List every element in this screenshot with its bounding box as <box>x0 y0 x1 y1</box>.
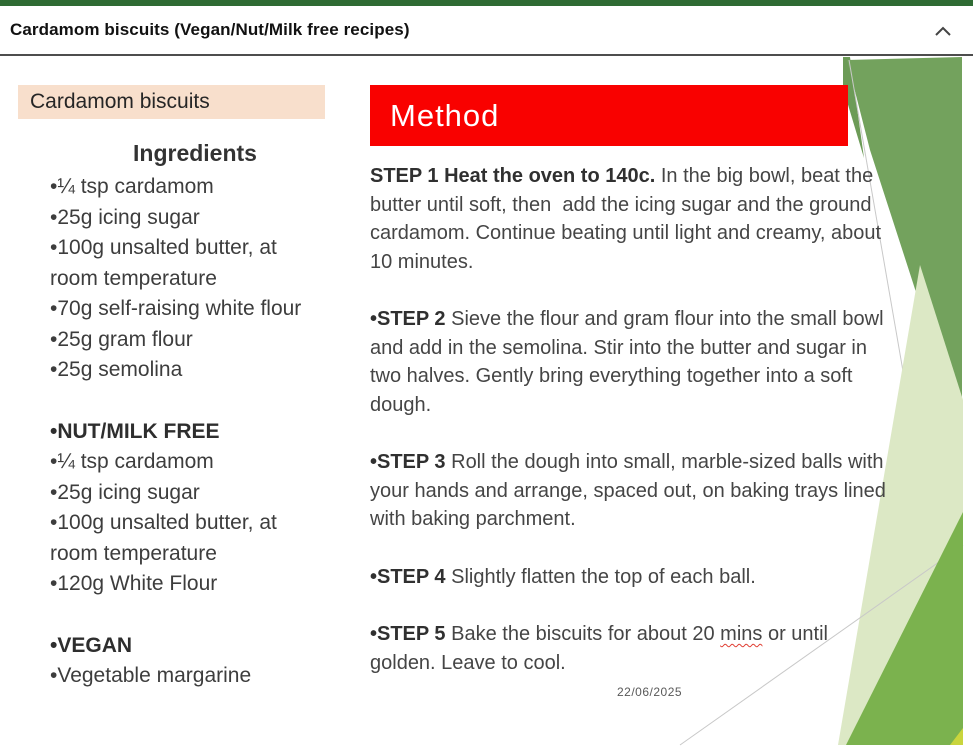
slide-date: 22/06/2025 <box>617 685 683 699</box>
step-5-misspelled-word: mins <box>720 623 763 645</box>
step-5 <box>370 620 888 677</box>
step-2-label: •STEP 2 <box>370 308 446 330</box>
ingredient-item: •¼ tsp cardamom <box>50 450 214 473</box>
chevron-up-icon <box>929 18 957 46</box>
ingredients-list <box>50 172 314 692</box>
vegan-heading: •VEGAN <box>50 633 133 657</box>
slide-canvas <box>0 56 973 756</box>
step-4-label: •STEP 4 <box>370 565 446 588</box>
step-1-text: In the big bowl, beat the butter until soft, then add the icing sugar and the ground cardamom. Continue beating until light and creamy, about 10 minutes. <box>370 165 887 273</box>
step-3-text: Roll the dough into small, marble-sized balls with your hands and arrange, spaced out, on baking trays lined with baking parchment. <box>370 451 892 530</box>
collapse-button[interactable] <box>929 18 957 46</box>
ingredient-item: •25g icing sugar <box>50 480 200 504</box>
step-4 <box>370 563 888 592</box>
step-5-text-after: or until golden. Leave to cool. <box>370 623 834 674</box>
step-2-text: Sieve the flour and gram flour into the small bowl and add in the semolina. Stir into the butter and sugar in two halves. Gently bring everything together into a soft dough. <box>370 308 890 416</box>
step-1 <box>370 162 888 276</box>
document-title: Cardamom biscuits (Vegan/Nut/Milk free recipes) <box>10 20 410 39</box>
ingredients-heading: Ingredients <box>133 140 257 166</box>
ingredient-item: •Vegetable margarine <box>50 664 252 687</box>
step-4-text: Slightly flatten the top of each ball. <box>445 565 756 588</box>
nut-milk-free-heading: •NUT/MILK FREE <box>50 419 220 443</box>
step-3-label: •STEP 3 <box>370 451 446 473</box>
ingredient-item: •100g unsalted butter, at room temperature <box>50 511 277 565</box>
ingredient-item: •25g gram flour <box>50 327 193 351</box>
step-5-label: •STEP 5 <box>370 623 446 645</box>
recipe-title-box: Cardamom biscuits <box>18 85 325 119</box>
method-heading: Method <box>390 98 500 133</box>
ingredient-item: •25g semolina <box>50 358 183 381</box>
slide-content <box>0 56 973 756</box>
document-header <box>0 6 973 54</box>
ingredient-item: •25g icing sugar <box>50 205 200 229</box>
step-2 <box>370 305 888 419</box>
ingredient-item: •100g unsalted butter, at room temperature <box>50 236 277 290</box>
ingredient-item: •120g White Flour <box>50 572 218 595</box>
step-1-label: STEP 1 Heat the oven to 140c. <box>370 165 656 187</box>
ingredient-item: •70g self-raising white flour <box>50 297 302 320</box>
method-banner <box>370 85 848 146</box>
step-3 <box>370 448 892 534</box>
method-steps <box>370 162 892 706</box>
step-5-text: Bake the biscuits for about 20 <box>445 623 721 645</box>
ingredient-item: •¼ tsp cardamom <box>50 175 214 198</box>
